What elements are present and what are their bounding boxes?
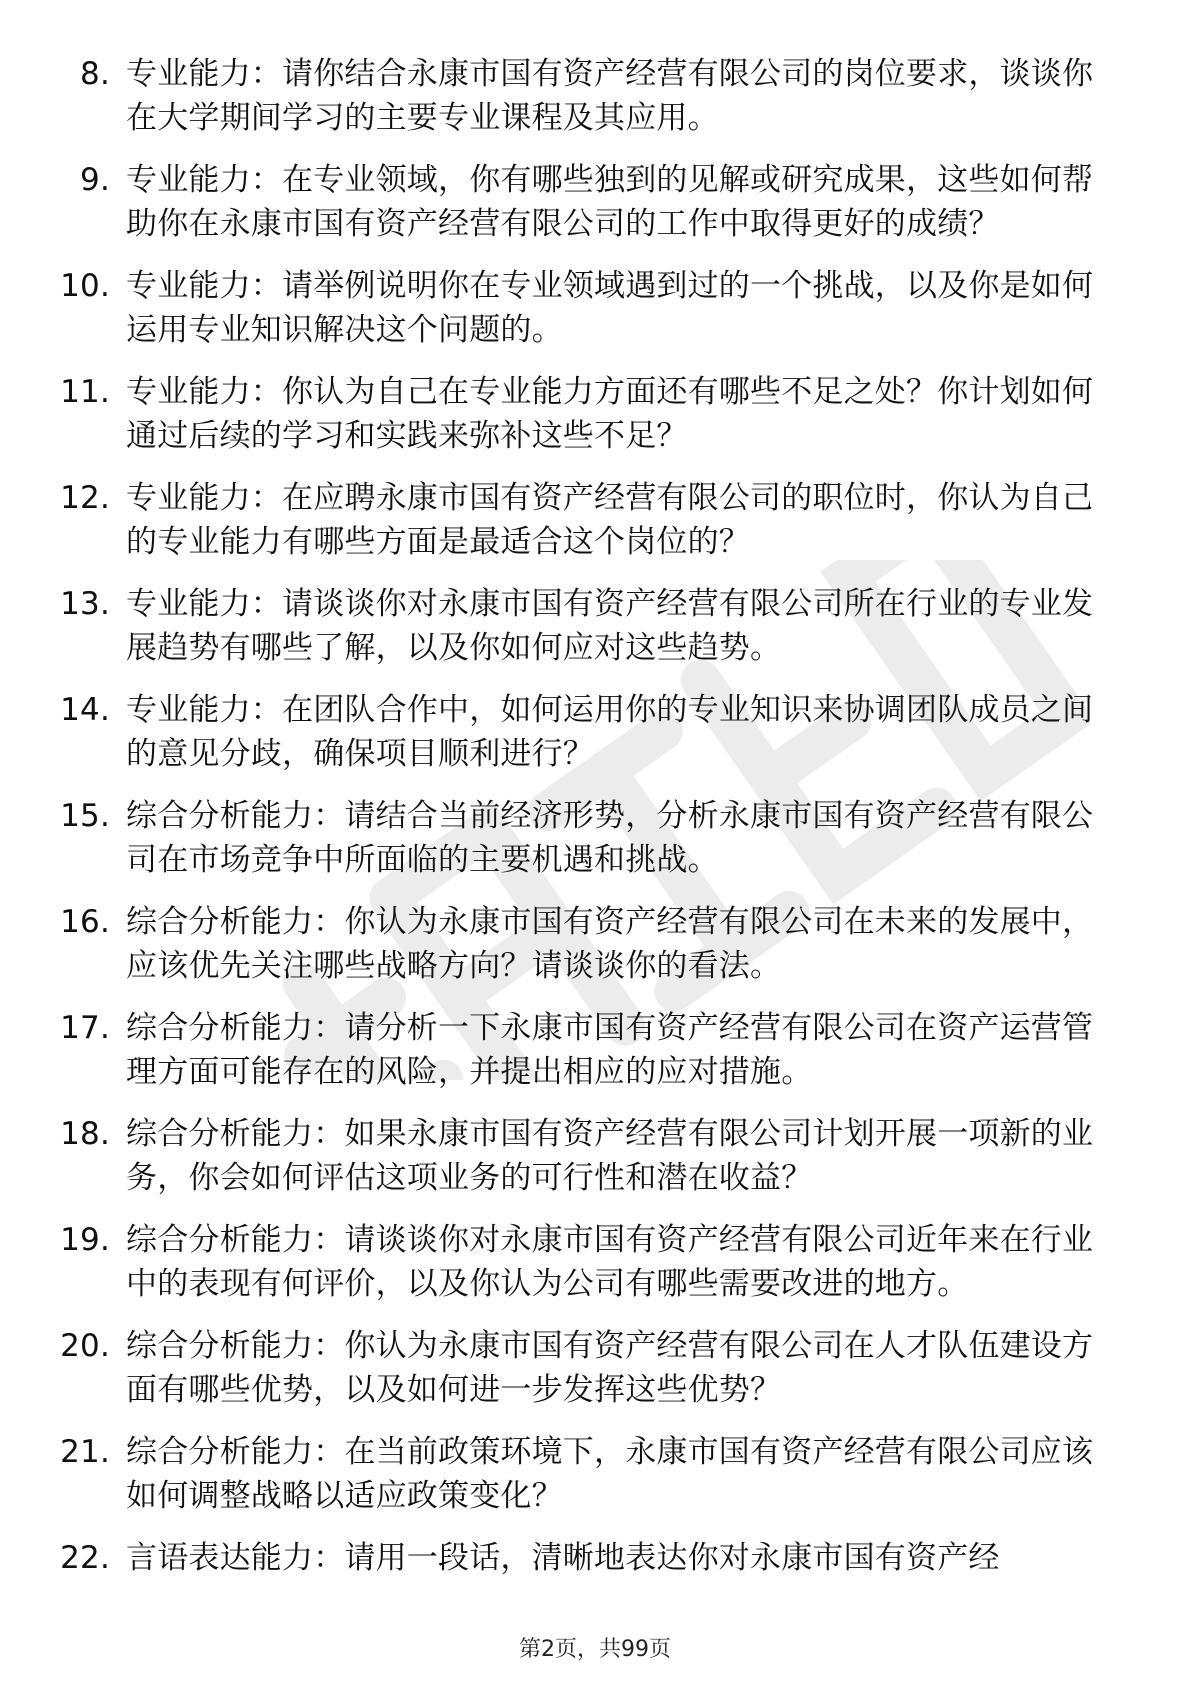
question-item	[60, 1112, 1120, 1200]
question-item	[60, 900, 1120, 988]
question-item	[60, 476, 1120, 564]
question-number: 10.	[60, 268, 110, 304]
question-number: 8.	[80, 56, 110, 92]
question-text: 专业能力：请谈谈你对永康市国有资产经营有限公司所在行业的专业发展趋势有哪些了解，以及你如何应对这些趋势。	[126, 586, 1094, 666]
question-number: 13.	[60, 586, 110, 622]
question-text: 综合分析能力：请结合当前经济形势，分析永康市国有资产经营有限公司在市场竞争中所面临的主要机遇和挑战。	[126, 798, 1094, 878]
question-number: 9.	[80, 162, 110, 198]
question-item	[60, 1006, 1120, 1094]
question-text: 综合分析能力：你认为永康市国有资产经营有限公司在人才队伍建设方面有哪些优势，以及如何进一步发挥这些优势？	[126, 1328, 1094, 1408]
question-number: 19.	[60, 1222, 110, 1258]
question-item	[60, 688, 1120, 776]
question-text: 专业能力：请你结合永康市国有资产经营有限公司的岗位要求，谈谈你在大学期间学习的主要专业课程及其应用。	[126, 56, 1094, 136]
question-item	[60, 1536, 1120, 1580]
question-text: 综合分析能力：如果永康市国有资产经营有限公司计划开展一项新的业务，你会如何评估这项业务的可行性和潜在收益？	[126, 1116, 1094, 1196]
question-item	[60, 1430, 1120, 1518]
question-number: 18.	[60, 1116, 110, 1152]
page-footer: 第2页，共99页	[519, 1637, 671, 1662]
question-text: 综合分析能力：你认为永康市国有资产经营有限公司在未来的发展中，应该优先关注哪些战略方向？请谈谈你的看法。	[126, 904, 1094, 984]
question-item	[60, 794, 1120, 882]
question-text: 专业能力：在团队合作中，如何运用你的专业知识来协调团队成员之间的意见分歧，确保项目顺利进行？	[126, 692, 1094, 772]
question-text: 专业能力：你认为自己在专业能力方面还有哪些不足之处？你计划如何通过后续的学习和实践来弥补这些不足？	[126, 374, 1094, 454]
question-item	[60, 370, 1120, 458]
question-number: 22.	[60, 1540, 110, 1576]
question-text: 综合分析能力：请分析一下永康市国有资产经营有限公司在资产运营管理方面可能存在的风险，并提出相应的应对措施。	[126, 1010, 1094, 1090]
question-text: 综合分析能力：在当前政策环境下，永康市国有资产经营有限公司应该如何调整战略以适应政策变化？	[126, 1434, 1094, 1514]
question-number: 11.	[60, 374, 110, 410]
question-number: 20.	[60, 1328, 110, 1364]
question-item	[60, 264, 1120, 352]
question-item	[60, 158, 1120, 246]
question-item	[60, 1218, 1120, 1306]
question-text: 专业能力：在专业领域，你有哪些独到的见解或研究成果，这些如何帮助你在永康市国有资产经营有限公司的工作中取得更好的成绩？	[126, 162, 1094, 242]
question-number: 21.	[60, 1434, 110, 1470]
question-number: 12.	[60, 480, 110, 516]
question-number: 17.	[60, 1010, 110, 1046]
question-number: 16.	[60, 904, 110, 940]
question-number: 14.	[60, 692, 110, 728]
question-text: 言语表达能力：请用一段话，清晰地表达你对永康市国有资产经	[126, 1540, 1000, 1576]
question-text: 综合分析能力：请谈谈你对永康市国有资产经营有限公司近年来在行业中的表现有何评价，以及你认为公司有哪些需要改进的地方。	[126, 1222, 1094, 1302]
question-item	[60, 52, 1120, 140]
question-number: 15.	[60, 798, 110, 834]
question-text: 专业能力：在应聘永康市国有资产经营有限公司的职位时，你认为自己的专业能力有哪些方面是最适合这个岗位的？	[126, 480, 1094, 560]
question-item	[60, 582, 1120, 670]
question-text: 专业能力：请举例说明你在专业领域遇到过的一个挑战，以及你是如何运用专业知识解决这个问题的。	[126, 268, 1094, 348]
question-list	[60, 52, 1120, 1598]
question-item	[60, 1324, 1120, 1412]
